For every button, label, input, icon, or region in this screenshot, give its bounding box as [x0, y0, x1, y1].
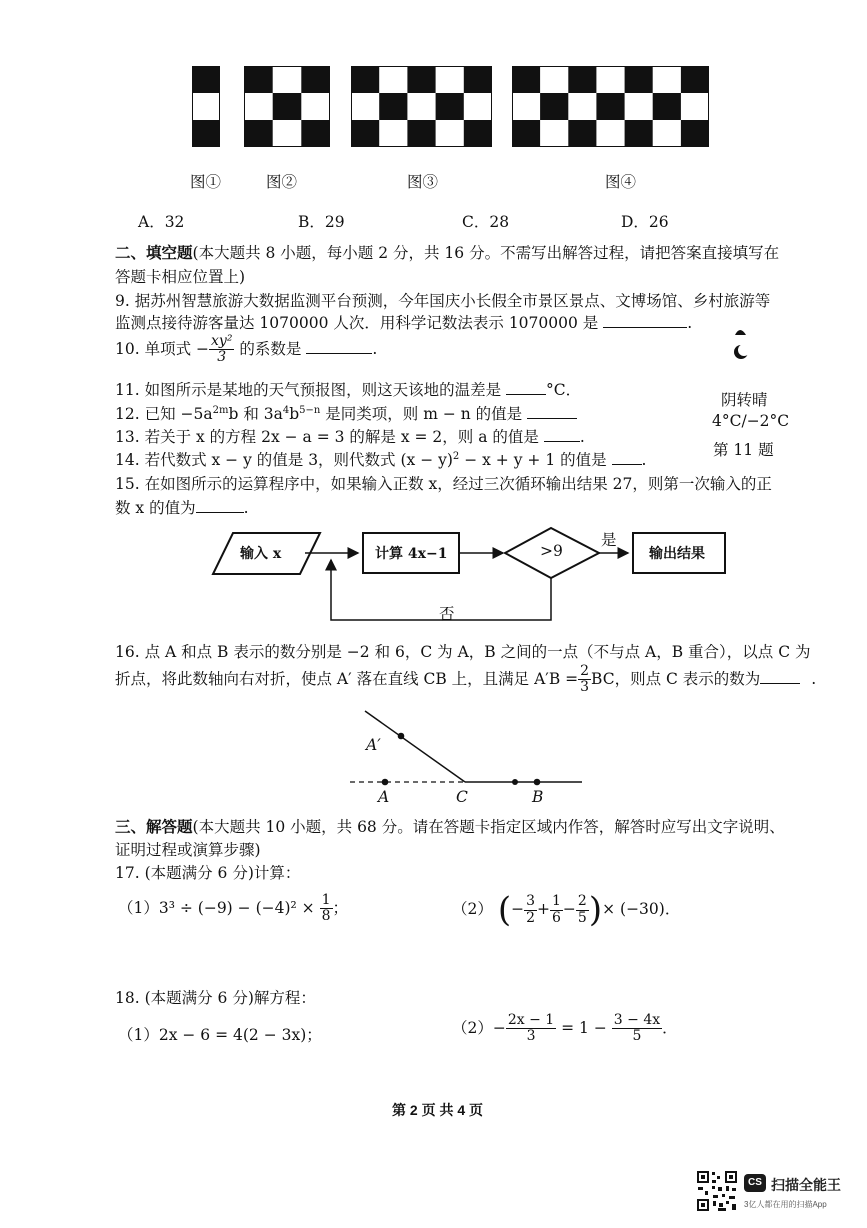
q10-minus: − — [196, 339, 210, 358]
q17-p2-frac1-num: 3 — [526, 893, 535, 910]
q10-fraction — [209, 334, 234, 366]
point-a — [382, 779, 389, 786]
q16-denominator: 3 — [580, 679, 590, 696]
q15-line1: 15. 在如图所示的运算程序中，如果输入正数 x，经过三次循环输出结果 27，则第一次输入的正 — [115, 475, 772, 493]
flow-output-label: 输出结果 — [649, 546, 705, 562]
q17-part1 — [118, 893, 348, 925]
answer-blank — [306, 352, 372, 354]
figure-1 — [192, 66, 220, 147]
q17-p2-text: （2） — [452, 900, 493, 918]
flowchart — [205, 520, 735, 625]
q10 — [115, 334, 377, 366]
flow-condition-label: >9 — [540, 542, 563, 560]
q17-p2-frac3-num: 2 — [577, 893, 587, 910]
point-mid — [512, 779, 518, 785]
label-a: A — [378, 788, 390, 806]
q17-p2-frac3 — [576, 894, 589, 926]
q17-p1-numerator: 1 — [321, 892, 331, 908]
left-paren: ( — [497, 890, 512, 930]
section3-desc-1: (本大题共 10 小题，共 68 分。请在答题卡指定区域内作答，解答时应写出文字说明、 — [192, 818, 785, 836]
q16-text-a: 折点，将此数轴向右对折，使点 A′ 落在直线 CB 上，且满足 A′B = — [115, 669, 579, 688]
q12-exp-1: 2m — [212, 404, 229, 416]
flow-compute-label: 计算 4x−1 — [375, 546, 448, 562]
page-number: 第 2 页 共 4 页 — [392, 1102, 484, 1118]
q12-text-b: b 和 3a — [228, 405, 283, 423]
figure-caption-3: 图③ — [407, 173, 439, 191]
q15-line2 — [115, 496, 249, 518]
q16-end: . — [811, 669, 817, 688]
q9-end: . — [687, 314, 693, 332]
weather-temperature: 4°C/−2°C — [712, 412, 790, 430]
q18-p2-frac2 — [612, 1013, 662, 1045]
q12-text-c: b — [289, 405, 300, 423]
q16-text-b: BC，则点 C 表示的数为 — [591, 669, 761, 688]
option-a: A．32 — [138, 213, 185, 231]
checkerboard-4 — [512, 66, 709, 147]
scanner-tagline: 3亿人都在用的扫描App — [744, 1200, 827, 1209]
q17-p1-end: ； — [332, 898, 349, 917]
q18-p2-end: ． — [662, 1018, 678, 1037]
q13 — [115, 425, 585, 447]
q16-fraction — [578, 664, 591, 696]
moon-icon — [733, 322, 747, 341]
q18-p2-text: （2）− — [452, 1018, 506, 1037]
q16-line1: 16. 点 A 和点 B 表示的数分别是 −2 和 6，C 为 A，B 之间的一点（不与点 A，B 重合），以点 C 为 — [115, 643, 811, 661]
weather-caption: 第 11 题 — [713, 441, 774, 459]
q15-end: . — [243, 499, 249, 517]
label-a-prime: A′ — [366, 736, 381, 754]
q13-end: . — [579, 428, 585, 446]
figure-2 — [244, 66, 330, 147]
answer-blank — [544, 440, 580, 442]
q11-unit: °C． — [546, 381, 582, 399]
section3-header — [115, 815, 785, 837]
option-b: B．29 — [298, 213, 345, 231]
q16-line2 — [115, 664, 816, 696]
scanner-badge: CS — [744, 1174, 766, 1192]
figure-caption-1: 图① — [190, 173, 222, 191]
q12 — [115, 402, 577, 424]
section3-desc-2: 证明过程或演算步骤) — [115, 841, 261, 859]
q17-p2-frac3-den: 5 — [577, 909, 587, 926]
q17-p2-frac2-den: 6 — [552, 909, 561, 926]
flow-yes-label: 是 — [601, 531, 617, 549]
q9-text: 监测点接待游客量达 1070000 人次．用科学记数法表示 1070000 是 — [115, 314, 599, 332]
q17-part2: （2） (− $\frac{3}{2}$ + $\frac{1}{6}$ − $\frac{2}{5}$ )× (−30)． — [452, 890, 681, 930]
answer-blank — [760, 682, 800, 684]
q12-exp-3: 5−n — [299, 404, 321, 416]
figure-4 — [512, 66, 709, 147]
q14-text-b: − x + y + 1 的值是 — [459, 451, 607, 469]
figure-caption-4: 图④ — [605, 173, 637, 191]
crescent-moon-icon — [733, 344, 749, 364]
q18-p2-mid: = 1 − — [561, 1018, 607, 1037]
answer-blank — [196, 511, 244, 513]
answer-blank — [527, 417, 577, 419]
q18-part2 — [452, 1013, 678, 1045]
section3-title: 三、解答题 — [115, 817, 193, 836]
checkerboard-1 — [192, 66, 220, 147]
figure-3 — [351, 66, 492, 147]
q10-end: . — [372, 339, 378, 358]
q14-exp: 2 — [452, 450, 460, 462]
q10-text: 10. 单项式 — [115, 339, 192, 358]
section2-header — [115, 241, 779, 263]
q13-text: 13. 若关于 x 的方程 2x − a = 3 的解是 x = 2，则 a 的值是 — [115, 428, 539, 446]
right-paren: ) — [588, 890, 603, 930]
q18-p2-frac1-num: 2x − 1 — [507, 1012, 555, 1028]
label-c: C — [456, 788, 468, 806]
section2-desc-1: (本大题共 8 小题，每小题 2 分，共 16 分。不需写出解答过程，请把答案直接填写在 — [192, 244, 780, 262]
q18-p2-frac1-den: 3 — [526, 1028, 536, 1045]
answer-blank — [612, 463, 642, 465]
q18-p2-frac2-den: 5 — [632, 1028, 642, 1045]
answer-blank — [603, 326, 687, 328]
q14 — [115, 448, 646, 470]
q11-text: 11. 如图所示是某地的天气预报图，则这天该地的温差是 — [115, 381, 502, 399]
q18-p2-frac1 — [506, 1013, 556, 1045]
point-a-prime — [398, 733, 405, 740]
q18-part1: （1）2x − 6 = 4(2 − 3x)； — [118, 1026, 322, 1044]
answer-blank — [506, 393, 546, 395]
q16-numerator: 2 — [580, 663, 590, 679]
q12-text-a: 12. 已知 −5a — [115, 405, 213, 423]
weather-condition: 阴转晴 — [721, 391, 768, 409]
number-line-figure — [345, 705, 590, 790]
q9-line2 — [115, 311, 692, 333]
q12-text-d: 是同类项，则 m − n 的值是 — [320, 405, 523, 423]
point-b — [534, 779, 541, 786]
q11 — [115, 378, 581, 400]
q10-numerator: xy² — [211, 333, 233, 349]
section2-title: 二、填空题 — [115, 243, 193, 262]
q18-title: 18. (本题满分 6 分)解方程： — [115, 989, 316, 1007]
q17-title: 17. (本题满分 6 分)计算： — [115, 864, 301, 882]
q17-p2-frac2-num: 1 — [552, 893, 561, 910]
checkerboard-3 — [351, 66, 492, 147]
q17-p2-frac1-den: 2 — [526, 909, 535, 926]
q14-text-a: 14. 若代数式 x − y 的值是 3，则代数式 (x − y) — [115, 451, 453, 469]
qr-code-icon — [696, 1170, 738, 1212]
q10-text-2: 的系数是 — [239, 339, 302, 358]
option-d: D．26 — [621, 213, 669, 231]
q15-text: 数 x 的值为 — [115, 499, 196, 517]
q17-p2-frac1 — [524, 894, 537, 926]
flow-input-label: 输入 x — [240, 546, 282, 562]
q17-p1-fraction — [320, 893, 333, 925]
q17-p1-text: （1）3³ ÷ (−9) − (−4)² × — [118, 898, 315, 917]
q14-end: . — [641, 451, 647, 469]
label-b: B — [532, 788, 544, 806]
q10-denominator: 3 — [217, 349, 227, 366]
q9-line1: 9. 据苏州智慧旅游大数据监测平台预测，今年国庆小长假全市景区景点、文博场馆、乡村旅游等 — [115, 292, 771, 310]
section2-desc-2: 答题卡相应位置上) — [115, 268, 246, 286]
q17-p2-frac2 — [550, 894, 563, 926]
q17-p2-end: × (−30)． — [602, 900, 681, 918]
checkerboard-2 — [244, 66, 330, 147]
flow-no-label: 否 — [439, 605, 455, 623]
q17-p1-denominator: 8 — [321, 908, 331, 925]
scanner-app-name: 扫描全能王 — [771, 1177, 841, 1193]
figure-caption-2: 图② — [266, 173, 298, 191]
q12-exp-2: 4 — [282, 404, 290, 416]
option-c: C．28 — [462, 213, 510, 231]
q18-p2-frac2-num: 3 − 4x — [613, 1012, 661, 1028]
